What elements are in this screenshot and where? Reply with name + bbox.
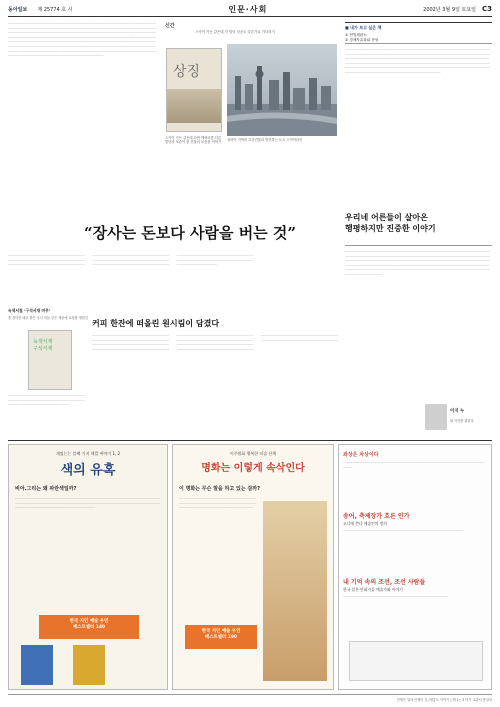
ad-b-kicker: 이주원화 행복한 미술 산책 <box>229 451 277 456</box>
sub-label: 녹색서점 ‘구석서재 머무’ <box>8 308 51 313</box>
ad-c-kicker: 좌상은 차상이다 <box>343 452 379 458</box>
recommend-box <box>345 22 492 44</box>
section-title: 인문·사회 <box>228 4 268 14</box>
ad-c-title-2: 내 기억 속의 조선, 조선 사람들 <box>343 579 426 586</box>
ad-c-text-1: ㅡㅡㅡㅡㅡㅡㅡㅡㅡㅡㅡㅡㅡㅡㅡㅡㅡㅡㅡㅡㅡㅡㅡㅡㅡㅡㅡㅡㅡㅡㅡㅡㅡㅡㅡㅡㅡㅡㅡㅡㅡㅡㅡㅡㅡㅡㅡㅡㅡ <box>343 461 485 470</box>
ad-art-book[interactable] <box>172 444 334 690</box>
ad-a-text: ㅡㅡㅡㅡㅡㅡㅡㅡㅡㅡㅡㅡㅡㅡㅡㅡㅡㅡㅡㅡㅡㅡㅡㅡㅡㅡㅡㅡㅡㅡㅡㅡㅡㅡㅡㅡㅡㅡㅡㅡㅡㅡㅡㅡㅡㅡㅡㅡㅡㅡㅡㅡㅡㅡㅡㅡㅡㅡㅡㅡㅡㅡㅡㅡㅡㅡㅡㅡㅡㅡㅡㅡㅡㅡㅡㅡㅡㅡㅡㅡㅡㅡㅡㅡㅡㅡㅡㅡㅡㅡㅡㅡㅡㅡㅡㅡㅡㅡㅡㅡㅡㅡㅡㅡㅡㅡㅡㅡㅡㅡㅡㅡㅡㅡㅡㅡㅡㅡㅡㅡ <box>15 497 160 511</box>
ad-c-sub-2: 한국 일본 만화가들 예술가와 이야기 <box>343 587 403 592</box>
ads-rule <box>8 440 492 441</box>
mid-headline: 커피 한잔에 떠올린 원시림이 담겼다 <box>92 318 220 328</box>
ad-right[interactable] <box>338 444 492 690</box>
body-text-top-right: ㅡㅡㅡㅡㅡㅡㅡㅡㅡㅡㅡㅡㅡㅡㅡㅡㅡㅡㅡㅡㅡㅡㅡㅡㅡㅡㅡㅡㅡㅡㅡㅡㅡㅡㅡㅡㅡㅡㅡㅡㅡㅡㅡㅡㅡㅡㅡㅡㅡㅡㅡㅡㅡㅡㅡㅡㅡㅡㅡㅡㅡㅡㅡㅡㅡㅡㅡㅡㅡㅡㅡㅡㅡㅡㅡㅡㅡㅡㅡㅡㅡㅡㅡㅡㅡㅡㅡㅡㅡㅡㅡㅡㅡㅡㅡㅡㅡㅡㅡㅡㅡㅡㅡㅡㅡㅡㅡㅡㅡㅡㅡㅡㅡㅡㅡㅡㅡㅡㅡㅡㅡㅡㅡㅡㅡㅡㅡㅡㅡㅡㅡㅡㅡㅡㅡㅡㅡㅡㅡㅡㅡㅡㅡㅡㅡㅡㅡㅡㅡㅡㅡㅡㅡㅡㅡㅡㅡㅡㅡㅡㅡㅡㅡㅡㅡㅡㅡㅡㅡㅡㅡㅡㅡㅡㅡㅡㅡㅡㅡㅡㅡㅡㅡㅡㅡㅡㅡㅡㅡㅡㅡㅡㅡㅡㅡㅡㅡㅡㅡㅡㅡㅡㅡㅡㅡㅡㅡㅡㅡㅡㅡㅡㅡㅡㅡㅡㅡㅡㅡㅡㅡㅡㅡㅡㅡㅡㅡㅡㅡㅡㅡㅡㅡㅡㅡㅡㅡㅡㅡㅡㅡㅡㅡㅡㅡㅡㅡㅡㅡㅡㅡㅡㅡㅡㅡㅡㅡㅡㅡㅡㅡㅡㅡㅡㅡㅡ <box>345 48 490 75</box>
ad-footer: 인생은 얼마 인생의 길 (영흥도 이야기 ) 제 1~ 3 미기 교과서 통일성 <box>8 694 492 704</box>
ad-b-badge: 한국 지인 예술 우연 베스트셀러 190 <box>185 625 257 649</box>
ad-c-text-2: ㅡㅡㅡㅡㅡㅡㅡㅡㅡㅡㅡㅡㅡㅡㅡㅡㅡㅡㅡㅡㅡㅡㅡㅡㅡㅡㅡㅡㅡㅡㅡㅡㅡㅡㅡㅡㅡㅡㅡ <box>343 529 464 533</box>
reporter-note: 와 기자를 위한다 <box>450 419 474 423</box>
ad-b-sub: 이 명화는 무슨 말을 하고 있는 걸까? <box>179 486 260 492</box>
ad-color-book[interactable] <box>8 444 168 690</box>
body-text-main: ㅡㅡㅡㅡㅡㅡㅡㅡㅡㅡㅡㅡㅡㅡㅡㅡㅡㅡㅡㅡㅡㅡㅡㅡㅡㅡㅡㅡㅡㅡㅡㅡㅡㅡㅡㅡㅡㅡㅡㅡㅡㅡㅡㅡㅡㅡㅡㅡㅡㅡㅡㅡㅡㅡㅡㅡㅡㅡㅡㅡㅡㅡㅡㅡㅡㅡㅡㅡㅡㅡㅡㅡㅡㅡㅡㅡㅡㅡㅡㅡㅡㅡㅡㅡㅡㅡㅡㅡㅡㅡㅡㅡㅡㅡㅡㅡㅡㅡㅡㅡㅡㅡㅡㅡㅡㅡㅡㅡㅡㅡㅡㅡㅡㅡㅡㅡㅡㅡㅡㅡㅡㅡㅡㅡㅡㅡㅡㅡㅡㅡㅡㅡㅡㅡㅡㅡㅡㅡㅡㅡㅡㅡㅡㅡㅡㅡㅡㅡㅡㅡㅡㅡㅡㅡㅡㅡㅡㅡㅡㅡㅡㅡㅡㅡㅡㅡㅡㅡㅡㅡㅡㅡㅡㅡㅡㅡㅡㅡㅡㅡㅡㅡㅡㅡㅡㅡㅡㅡㅡㅡㅡㅡㅡㅡㅡㅡㅡㅡㅡㅡㅡㅡㅡㅡㅡㅡㅡㅡㅡㅡㅡㅡㅡ <box>8 254 254 268</box>
ad-b-painting <box>263 501 327 681</box>
page-number: C3 <box>481 5 492 13</box>
issue-number: 제 25774 호 시 <box>37 6 73 13</box>
page-header <box>8 2 492 16</box>
body-text-top-left: ㅡㅡㅡㅡㅡㅡㅡㅡㅡㅡㅡㅡㅡㅡㅡㅡㅡㅡㅡㅡㅡㅡㅡㅡㅡㅡㅡㅡㅡㅡㅡㅡㅡㅡㅡㅡㅡㅡㅡㅡㅡㅡㅡㅡㅡㅡㅡㅡㅡㅡㅡㅡㅡㅡㅡㅡㅡㅡㅡㅡㅡㅡㅡㅡㅡㅡㅡㅡㅡㅡㅡㅡㅡㅡㅡㅡㅡㅡㅡㅡㅡㅡㅡㅡㅡㅡㅡㅡㅡㅡㅡㅡㅡㅡㅡㅡㅡㅡㅡㅡㅡㅡㅡㅡㅡㅡㅡㅡㅡㅡㅡㅡㅡㅡㅡㅡㅡㅡㅡㅡㅡㅡㅡㅡㅡㅡㅡㅡㅡㅡㅡㅡㅡㅡㅡㅡㅡㅡㅡㅡㅡㅡㅡㅡㅡㅡㅡㅡㅡㅡㅡㅡㅡㅡㅡㅡㅡㅡㅡㅡㅡㅡㅡㅡㅡㅡㅡㅡㅡㅡㅡㅡㅡㅡㅡㅡㅡㅡㅡㅡㅡㅡㅡㅡㅡㅡㅡㅡㅡㅡㅡㅡㅡㅡㅡㅡㅡㅡㅡㅡㅡㅡㅡㅡㅡㅡㅡㅡㅡㅡㅡㅡㅡㅡㅡㅡㅡㅡㅡㅡㅡㅡㅡㅡㅡㅡㅡㅡㅡㅡㅡㅡㅡㅡㅡㅡㅡㅡㅡㅡㅡㅡㅡㅡㅡㅡㅡㅡㅡㅡㅡㅡㅡㅡㅡㅡㅡㅡㅡㅡㅡㅡㅡㅡㅡㅡㅡㅡㅡㅡㅡㅡㅡㅡㅡㅡㅡㅡㅡㅡㅡㅡㅡㅡㅡㅡㅡㅡㅡㅡㅡㅡㅡㅡㅡㅡㅡㅡㅡㅡㅡㅡㅡㅡㅡㅡㅡㅡㅡㅡㅡㅡㅡㅡㅡㅡㅡㅡㅡㅡㅡㅡㅡㅡㅡㅡㅡㅡㅡㅡㅡㅡㅡㅡㅡㅡㅡㅡㅡㅡㅡㅡㅡㅡㅡㅡㅡㅡㅡㅡㅡㅡㅡㅡㅡㅡㅡㅡㅡㅡㅡㅡㅡㅡㅡㅡㅡ <box>8 22 156 59</box>
photo-caption-top: 스카이 가든 같은데 각 빌딩 상공도 다른가요 기다리기 <box>195 30 275 34</box>
ad-b-text: ㅡㅡㅡㅡㅡㅡㅡㅡㅡㅡㅡㅡㅡㅡㅡㅡㅡㅡㅡㅡㅡㅡㅡㅡㅡㅡㅡㅡㅡㅡㅡㅡㅡㅡㅡㅡㅡㅡㅡㅡㅡㅡㅡㅡㅡㅡㅡㅡㅡㅡㅡㅡㅡㅡㅡㅡㅡㅡㅡㅡㅡㅡㅡㅡㅡㅡㅡㅡㅡㅡㅡㅡㅡㅡ <box>179 497 256 511</box>
newspaper-logo: 동아일보 <box>8 6 28 13</box>
city-photo <box>227 44 337 136</box>
city-skyline-image <box>227 44 337 136</box>
book-kicker: 신간 <box>165 23 175 29</box>
sub-caption: 풍 경이만 매우 밝은 무늬 어둠 같은 세상에 요청합 영원일 <box>8 316 88 320</box>
body-text-mid: ㅡㅡㅡㅡㅡㅡㅡㅡㅡㅡㅡㅡㅡㅡㅡㅡㅡㅡㅡㅡㅡㅡㅡㅡㅡㅡㅡㅡㅡㅡㅡㅡㅡㅡㅡㅡㅡㅡㅡㅡㅡㅡㅡㅡㅡㅡㅡㅡㅡㅡㅡㅡㅡㅡㅡㅡㅡㅡㅡㅡㅡㅡㅡㅡㅡㅡㅡㅡㅡㅡㅡㅡㅡㅡㅡㅡㅡㅡㅡㅡㅡㅡㅡㅡㅡㅡㅡㅡㅡㅡㅡㅡㅡㅡㅡㅡㅡㅡㅡㅡㅡㅡㅡㅡㅡㅡㅡㅡㅡㅡㅡㅡㅡㅡㅡㅡㅡㅡㅡㅡㅡㅡㅡㅡㅡㅡㅡㅡㅡㅡㅡㅡㅡㅡㅡㅡㅡㅡㅡㅡㅡㅡㅡㅡㅡㅡㅡㅡㅡㅡㅡㅡㅡㅡㅡㅡㅡㅡㅡㅡㅡㅡㅡㅡㅡㅡㅡㅡㅡㅡㅡㅡㅡㅡㅡㅡㅡㅡㅡㅡㅡㅡㅡㅡㅡㅡㅡㅡㅡㅡㅡㅡㅡㅡㅡㅡㅡㅡㅡㅡㅡㅡㅡㅡㅡㅡㅡㅡㅡㅡㅡㅡㅡㅡㅡㅡㅡㅡㅡㅡㅡㅡㅡㅡㅡㅡㅡㅡㅡㅡㅡㅡㅡㅡㅡㅡㅡㅡㅡㅡㅡㅡㅡㅡㅡㅡㅡㅡㅡㅡ <box>92 334 338 352</box>
ad-c-box <box>349 641 483 681</box>
ad-b-title: 명화는 이렇게 속삭인다 <box>201 463 305 474</box>
ad-c-text-3: ㅡㅡㅡㅡㅡㅡㅡㅡㅡㅡㅡㅡㅡㅡㅡㅡㅡㅡㅡㅡㅡㅡㅡㅡㅡㅡㅡㅡㅡㅡㅡㅡㅡㅡ <box>343 595 448 599</box>
body-text-lower-left: ㅡㅡㅡㅡㅡㅡㅡㅡㅡㅡㅡㅡㅡㅡㅡㅡㅡㅡㅡㅡㅡㅡㅡㅡㅡㅡㅡㅡㅡㅡㅡㅡㅡㅡㅡㅡㅡㅡㅡㅡㅡㅡㅡㅡㅡㅡㅡㅡㅡㅡㅡㅡㅡㅡㅡㅡㅡㅡㅡㅡㅡㅡㅡㅡㅡㅡㅡㅡㅡㅡ <box>8 394 85 408</box>
small-book-title: 녹색서재 구석서재 <box>33 339 53 352</box>
ad-c-title-1: 송어, 축제장가 흐른 인가 <box>343 513 410 520</box>
body-text-right: ㅡㅡㅡㅡㅡㅡㅡㅡㅡㅡㅡㅡㅡㅡㅡㅡㅡㅡㅡㅡㅡㅡㅡㅡㅡㅡㅡㅡㅡㅡㅡㅡㅡㅡㅡㅡㅡㅡㅡㅡㅡㅡㅡㅡㅡㅡㅡㅡㅡㅡㅡㅡㅡㅡㅡㅡㅡㅡㅡㅡㅡㅡㅡㅡㅡㅡㅡㅡㅡㅡㅡㅡㅡㅡㅡㅡㅡㅡㅡㅡㅡㅡㅡㅡㅡㅡㅡㅡㅡㅡㅡㅡㅡㅡㅡㅡㅡㅡㅡㅡㅡㅡㅡㅡㅡㅡㅡㅡㅡㅡㅡㅡㅡㅡㅡㅡㅡㅡㅡㅡㅡㅡㅡㅡㅡㅡㅡㅡㅡㅡㅡㅡㅡㅡㅡㅡㅡㅡㅡㅡㅡㅡㅡㅡㅡㅡㅡㅡㅡㅡㅡㅡㅡㅡㅡㅡㅡㅡㅡㅡㅡㅡㅡㅡㅡㅡㅡㅡㅡㅡㅡㅡㅡㅡㅡㅡㅡㅡㅡㅡㅡㅡㅡㅡㅡㅡㅡㅡㅡㅡㅡㅡㅡㅡㅡㅡㅡㅡㅡㅡㅡㅡㅡㅡㅡㅡㅡㅡㅡㅡㅡㅡㅡㅡㅡㅡㅡㅡㅡㅡㅡㅡㅡㅡㅡㅡㅡㅡㅡㅡㅡㅡㅡㅡㅡㅡㅡㅡㅡㅡㅡㅡㅡㅡㅡㅡㅡ <box>345 250 490 277</box>
ad-a-sub: 비아.그리는 왜 파란색일까? <box>15 486 77 492</box>
book-cover-art <box>167 89 221 123</box>
book-cover-title: 상징 <box>173 64 201 80</box>
small-book-cover <box>28 330 72 390</box>
book-cover <box>166 48 222 132</box>
reporter-photo <box>425 404 447 430</box>
ad-a-kicker: 재밌는는 블랙 기지 색깔 여야기 1, 2 <box>55 451 121 456</box>
ad-a-book-image <box>21 645 53 685</box>
ad-a-badge: 한국 지인 예술 우연 베스트셀러 140 <box>39 615 139 639</box>
header-rule <box>8 16 492 17</box>
main-headline: “장사는 돈보다 사람을 버는 것” <box>83 224 297 242</box>
ad-a-book-image-2 <box>73 645 105 685</box>
reporter-name: 이지 누 <box>450 409 465 414</box>
ad-c-sub-1: 오디에 쓴다 예술인의 정의 <box>343 521 387 526</box>
recommend-title: ■ 내가 보고 싶은 책 <box>345 25 382 30</box>
side-headline: 우리네 어른들이 살아온 행평하지만 진중한 이야기 <box>345 212 492 246</box>
recommend-item-2: ② 경제자유화와 찬성 <box>345 38 379 42</box>
issue-date: 2002년 3월 9일 토요일 <box>423 6 476 13</box>
book-caption: 스카이 가든 같은데 다만 캐릭터를 다른 빌딩의 모습이 잘 건물의 모습을 이야기 <box>165 136 222 145</box>
recommend-item-1: ① 헌법재판소 <box>345 33 367 37</box>
photo-caption: 상하이 지역의 고층건물과 발전하는 도시 스카이라인 <box>227 138 303 142</box>
ad-a-title: 색의 유혹 <box>60 463 116 478</box>
